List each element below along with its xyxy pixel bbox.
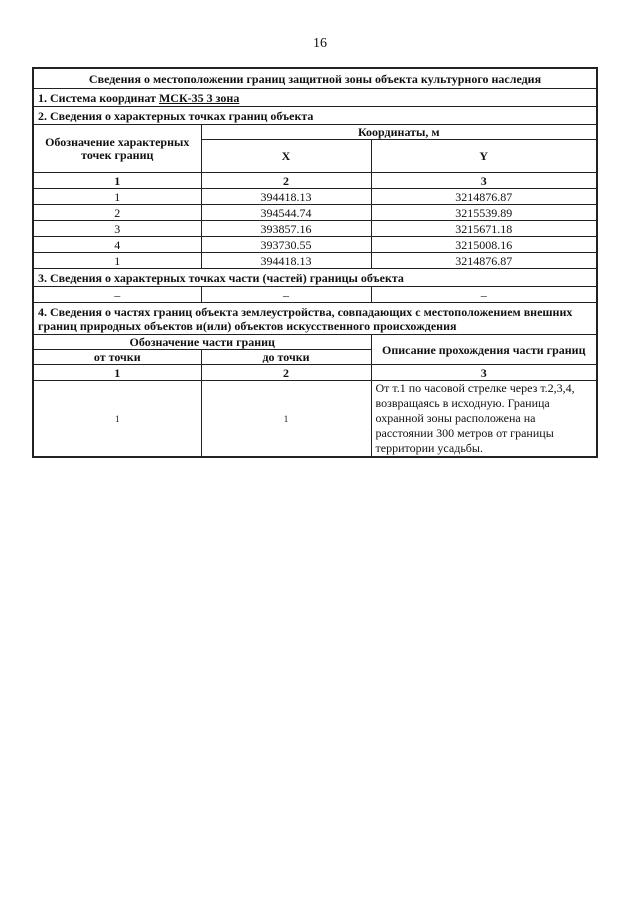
coordinate-system: МСК-35 3 зона [158, 90, 240, 105]
route-description-header: Описание прохождения части границ [371, 335, 597, 365]
x-cell: 393857.16 [201, 221, 371, 237]
section-4-row [33, 303, 597, 335]
x-cell: 394418.13 [201, 189, 371, 205]
y-cell: 3215671.18 [371, 221, 597, 237]
empty-cell: – [371, 287, 597, 303]
column-number: 2 [201, 365, 371, 381]
table-row [33, 221, 597, 237]
to-point-cell: 1 [201, 381, 371, 458]
empty-cell: – [201, 287, 371, 303]
table-title-row [33, 68, 597, 89]
table-title: Сведения о местоположении границ защитной зоны объекта культурного наследия [33, 68, 597, 89]
section-4-label: 4. Сведения о частях границ объекта землеустройства, совпадающих с местоположением внешних границ природных объектов и(или) объектов искусственного происхождения [33, 303, 597, 335]
section-2-label: 2. Сведения о характерных точках границ объекта [33, 107, 597, 125]
from-point-cell: 1 [33, 381, 201, 458]
page-number: 16 [313, 36, 327, 51]
section-3-label: 3. Сведения о характерных точках части (частей) границы объекта [33, 269, 597, 287]
x-cell: 393730.55 [201, 237, 371, 253]
part-designation-header: Обозначение части границ [33, 335, 371, 350]
column-number: 2 [201, 173, 371, 189]
point-cell: 1 [33, 189, 201, 205]
table-row [33, 237, 597, 253]
y-cell: 3214876.87 [371, 189, 597, 205]
section-1-prefix: 1. Система координат [38, 90, 159, 105]
table-row [33, 189, 597, 205]
y-cell: 3215539.89 [371, 205, 597, 221]
section-1-label [33, 89, 597, 107]
x-cell: 394418.13 [201, 253, 371, 269]
section-4-column-numbers [33, 365, 597, 381]
to-point-header: до точки [201, 350, 371, 365]
y-header: Y [371, 140, 597, 173]
column-number: 1 [33, 173, 201, 189]
route-description-cell: От т.1 по часовой стрелке через т.2,3,4, возвращаясь в исходную. Граница охранной зоны расположена на расстоянии 300 метров от границы территории усадьбы. [371, 381, 597, 458]
section-1-row [33, 89, 597, 107]
table-row [33, 381, 597, 458]
point-cell: 2 [33, 205, 201, 221]
point-cell: 3 [33, 221, 201, 237]
section-2-header-row [33, 125, 597, 140]
table-row [33, 253, 597, 269]
column-number: 1 [33, 365, 201, 381]
column-number: 3 [371, 365, 597, 381]
column-number: 3 [371, 173, 597, 189]
x-cell: 394544.74 [201, 205, 371, 221]
table-row [33, 205, 597, 221]
point-cell: 4 [33, 237, 201, 253]
empty-cell: – [33, 287, 201, 303]
y-cell: 3215008.16 [371, 237, 597, 253]
section-2-column-numbers [33, 173, 597, 189]
section-4-header-row [33, 335, 597, 350]
boundary-table [32, 67, 598, 458]
from-point-header: от точки [33, 350, 201, 365]
section-2-row [33, 107, 597, 125]
coordinates-header: Координаты, м [201, 125, 597, 140]
point-cell: 1 [33, 253, 201, 269]
y-cell: 3214876.87 [371, 253, 597, 269]
x-header: X [201, 140, 371, 173]
section-3-empty-row [33, 287, 597, 303]
point-designation-header: Обозначение характерных точек границ [33, 125, 201, 173]
section-3-row [33, 269, 597, 287]
